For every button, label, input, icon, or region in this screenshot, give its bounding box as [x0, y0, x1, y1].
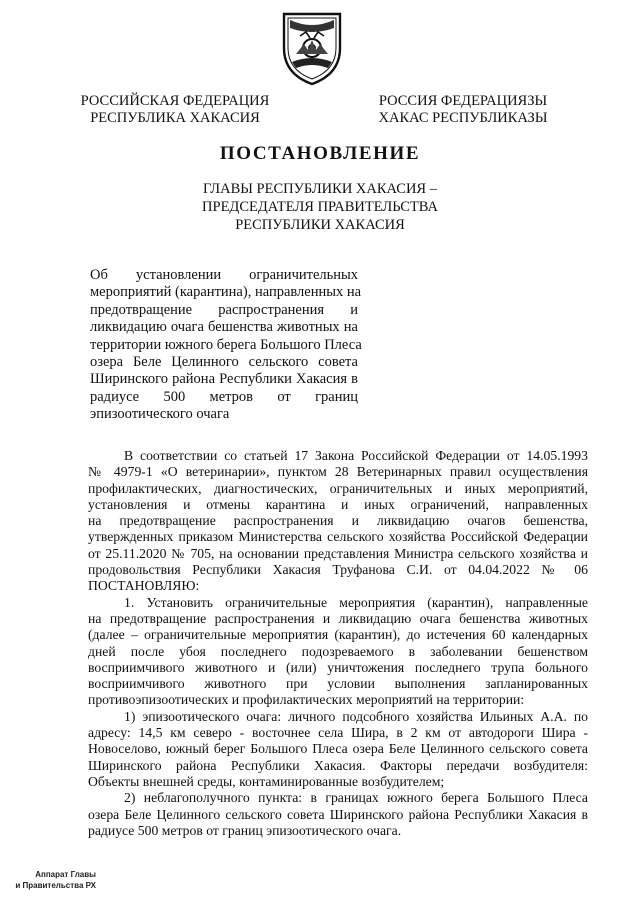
subject-line: радиусе 500 метров от границ — [90, 388, 358, 405]
body-line: восприимчивого животного и (или) уничтожения последнего трупа больного — [88, 659, 588, 675]
document-subject — [90, 267, 362, 424]
header-left-line: РЕСПУБЛИКА ХАКАСИЯ — [90, 110, 260, 126]
item-1-paragraph — [88, 595, 588, 709]
item-1-1-paragraph — [88, 709, 588, 790]
header-left-line: РОССИЙСКАЯ ФЕДЕРАЦИЯ — [80, 93, 270, 109]
body-line: 2) неблагополучного пункта: в границах южного берега Большого Плеса — [124, 790, 588, 806]
body-line: на предотвращение распространения и ликвидацию очага бешенства животных — [88, 610, 588, 626]
body-line: ПОСТАНОВЛЯЮ: — [88, 578, 200, 594]
document-title: ПОСТАНОВЛЕНИЕ — [219, 143, 421, 164]
subject-line: предотвращение распространения и — [90, 301, 358, 318]
body-line: Объекты внешней среды, контаминированные возбудителем; — [88, 773, 445, 789]
header-right-line: ХАКАС РЕСПУБЛИКАЗЫ — [378, 110, 548, 126]
body-line: восприимчивого животного при условии выполнения запланированных — [88, 676, 588, 692]
body-line: продовольствия Республики Хакасия Труфанова С.И. от 04.04.2022 № 06 — [88, 562, 588, 578]
subtitle-line: ПРЕДСЕДАТЕЛЯ ПРАВИТЕЛЬСТВА — [202, 199, 438, 215]
body-line: озера Беле Целинного сельского совета Ширинского района Республики Хакасия в — [88, 806, 588, 822]
body-line: 1) эпизоотического очага: личного подсобного хозяйства Ильиных А.А. по — [124, 708, 588, 724]
body-line: № 4979-1 «О ветеринарии», пунктом 28 Ветеринарных правил осуществления — [88, 464, 588, 480]
subject-line: эпизоотического очага — [90, 406, 230, 423]
body-line: Ширинского района Республики Хакасия. Факторы передачи возбудителя: — [88, 757, 588, 773]
body-line: Новоселово, южный берег Большого Плеса озера Беле Целинного сельского совета — [88, 741, 588, 757]
subject-line: ликвидацию очага бешенства животных на — [90, 319, 358, 336]
body-line: профилактических, диагностических, ограничительных и иных мероприятий, — [88, 480, 588, 496]
footer-stamp-line: Аппарат Главы — [35, 870, 96, 879]
coat-of-arms-icon — [276, 8, 348, 88]
body-line: радиусе 500 метров от границ эпизоотического очага. — [88, 822, 402, 838]
document-body — [88, 448, 588, 839]
footer-stamp — [4, 869, 96, 891]
body-line: дней после убоя последнего подозреваемого в заболевании бешенством — [88, 643, 588, 659]
body-line: установления и отмены карантина и иных ограничений, направленных — [88, 496, 588, 512]
body-line: адресу: 14,5 км северо - восточнее села Шира, в 2 км от автодороги Шира - — [88, 725, 588, 741]
subject-line: озера Беле Целинного сельского совета — [90, 354, 358, 371]
subtitle-line: ГЛАВЫ РЕСПУБЛИКИ ХАКАСИЯ – — [203, 181, 437, 197]
body-line: 1. Установить ограничительные мероприятия (карантин), направленные — [124, 594, 588, 610]
subject-line: Об установлении ограничительных — [90, 267, 358, 283]
header-right-line: РОССИЯ ФЕДЕРАЦИЯЗЫ — [378, 93, 548, 109]
body-line: (далее – ограничительные мероприятия (карантин), до истечения 60 календарных — [88, 627, 588, 643]
body-line: утвержденных приказом Министерства сельского хозяйства Российской Федерации — [88, 529, 588, 545]
subject-line: мероприятий (карантина), направленных на — [90, 284, 362, 301]
body-line: противоэпизоотических и профилактических мероприятий на территории: — [88, 692, 525, 708]
subtitle-line: РЕСПУБЛИКИ ХАКАСИЯ — [235, 217, 405, 233]
subject-line: Ширинского района Республики Хакасия в — [90, 371, 358, 388]
body-line: на предотвращение распространения и ликвидацию очагов бешенства, — [88, 513, 588, 529]
body-line: В соответствии со статьей 17 Закона Российской Федерации от 14.05.1993 — [124, 448, 588, 463]
body-line: от 25.11.2020 № 705, на основании представления Министра сельского хозяйства и — [88, 545, 588, 561]
footer-stamp-line: и Правительства РХ — [15, 881, 96, 890]
preamble-paragraph — [88, 448, 588, 595]
header-left — [80, 93, 270, 127]
subject-line: территории южного берега Большого Плеса — [90, 336, 362, 353]
item-1-2-paragraph — [88, 790, 588, 839]
header-right — [368, 93, 558, 127]
document-subtitle — [160, 180, 480, 234]
